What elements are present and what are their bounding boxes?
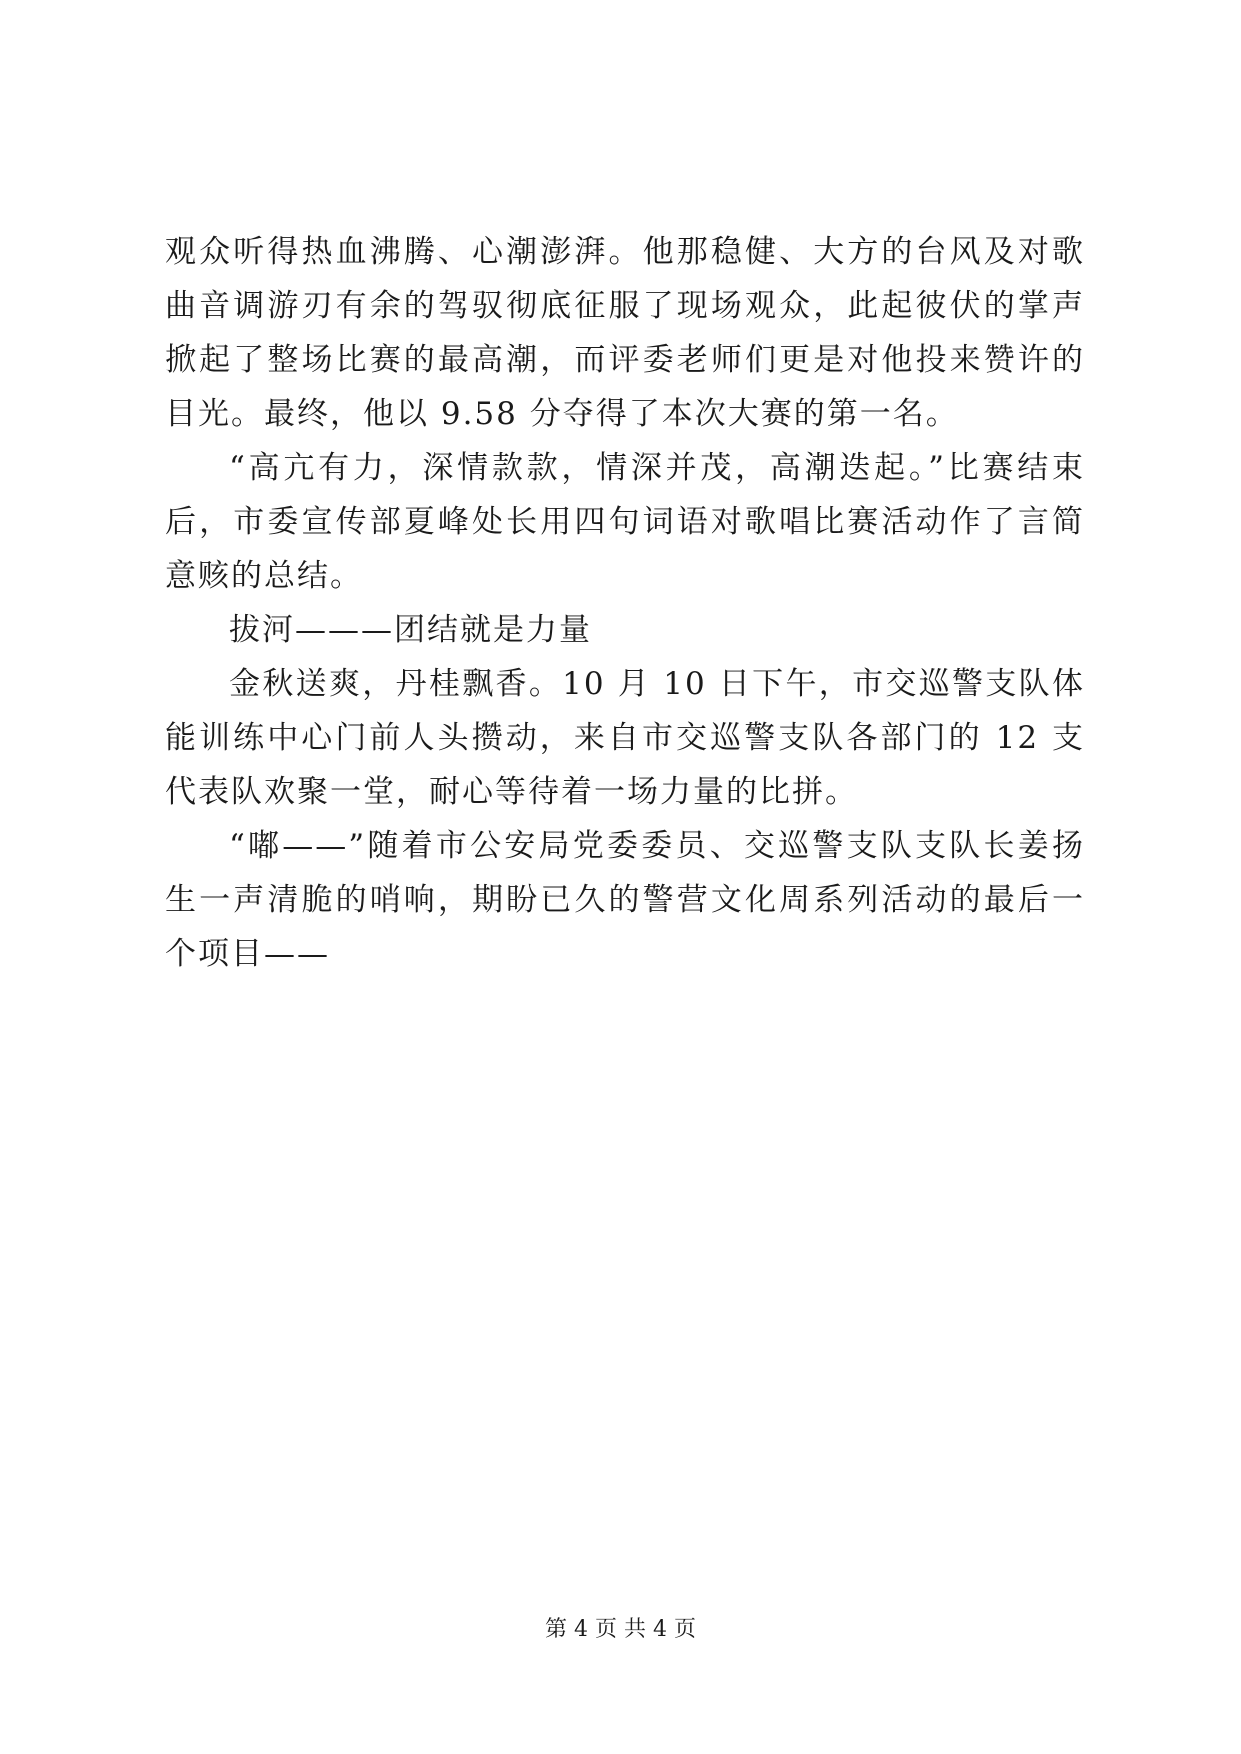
paragraph: 观众听得热血沸腾、心潮澎湃。他那稳健、大方的台风及对歌曲音调游刃有余的驾驭彻底征服了现场观众，此起彼伏的掌声掀起了整场比赛的最高潮，而评委老师们更是对他投来赞许的目光。最终，他以 9.58 分夺得了本次大赛的第一名。 <box>165 234 1085 432</box>
document-body <box>165 225 1085 981</box>
page-footer: 第 4 页 共 4 页 <box>545 1617 696 1642</box>
section-heading: 拔河———团结就是力量 <box>229 612 592 648</box>
paragraph: “嘟——”随着市公安局党委委员、交巡警支队支队长姜扬生一声清脆的哨响，期盼已久的警营文化周系列活动的最后一个项目—— <box>165 828 1085 972</box>
paragraph: “高亢有力，深情款款，情深并茂，高潮迭起。”比赛结束后，市委宣传部夏峰处长用四句词语对歌唱比赛活动作了言简意赅的总结。 <box>165 450 1085 594</box>
paragraph: 金秋送爽，丹桂飘香。10 月 10 日下午，市交巡警支队体能训练中心门前人头攒动，来自市交巡警支队各部门的 12 支代表队欢聚一堂，耐心等待着一场力量的比拼。 <box>165 666 1085 810</box>
